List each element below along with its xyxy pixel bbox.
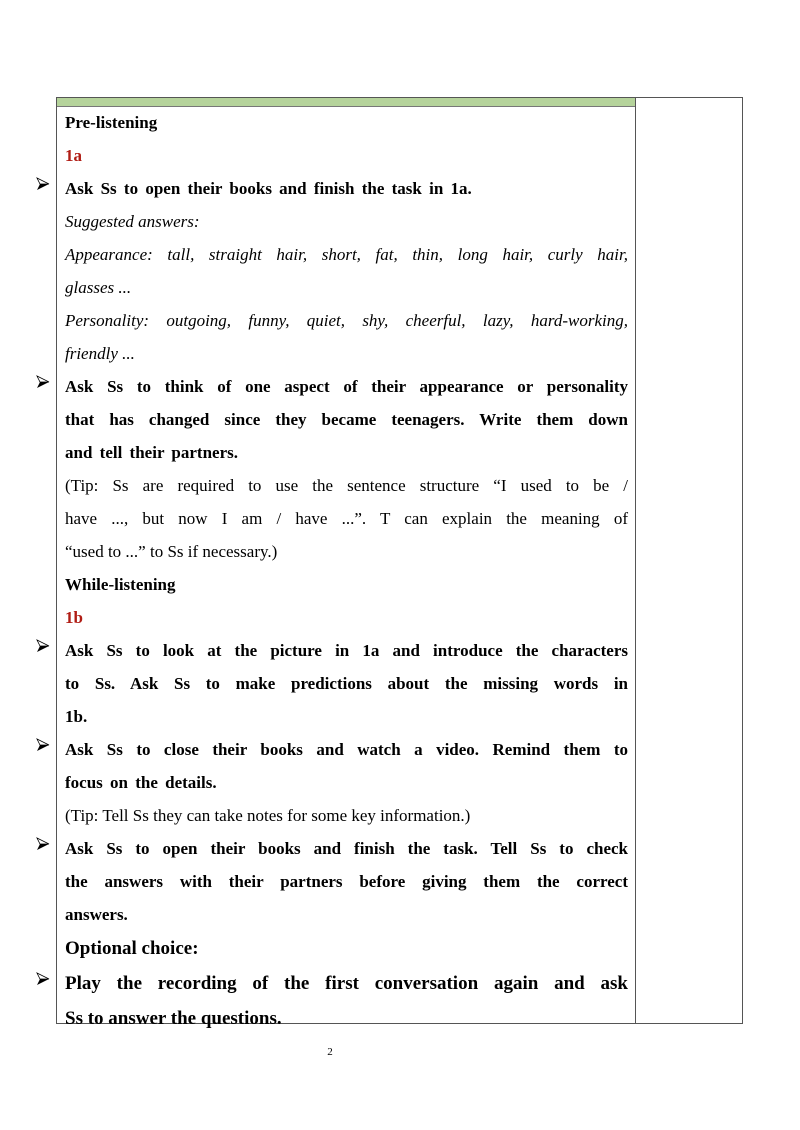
bullet-text-cont: and tell their partners. (65, 443, 239, 462)
bullet-text: Ask Ss to look at the picture in 1a and introduce the characters (65, 641, 628, 660)
lesson-content (65, 106, 628, 1036)
bullet-text: Ask Ss to think of one aspect of their appearance or personality (65, 377, 628, 396)
page-number: 2 (327, 1046, 333, 1058)
arrow-bullet-icon (36, 375, 50, 389)
personality-answers: Personality: outgoing, funny, quiet, shy, cheerful, lazy, hard-working, (65, 311, 628, 330)
arrow-bullet-icon (36, 738, 50, 752)
arrow-bullet-icon (36, 972, 50, 986)
arrow-bullet-icon (36, 837, 50, 851)
arrow-bullet-icon (36, 639, 50, 653)
tip-text: (Tip: Tell Ss they can take notes for some key information.) (65, 806, 471, 825)
column-divider (635, 98, 636, 1023)
bullet-text: Ask Ss to open their books and finish the task. Tell Ss to check (65, 839, 628, 858)
task-label-1a: 1a (65, 146, 82, 165)
personality-answers-cont: friendly ... (65, 344, 135, 363)
suggested-answers-label: Suggested answers: (65, 212, 200, 231)
bullet-text: Play the recording of the first conversation again and ask (65, 973, 628, 994)
bullet-text-cont: answers. (65, 905, 128, 924)
lesson-table (56, 97, 743, 1029)
task-label-1b: 1b (65, 608, 83, 627)
appearance-answers: Appearance: tall, straight hair, short, fat, thin, long hair, curly hair, (65, 245, 628, 264)
optional-choice-heading: Optional choice: (65, 938, 199, 959)
tip-text: (Tip: Ss are required to use the sentence structure “I used to be / (65, 476, 628, 495)
bullet-text-cont: Ss to answer the questions. (65, 1008, 282, 1029)
bullet-text: Ask Ss to open their books and finish the task in 1a. (65, 179, 472, 198)
section-heading-pre-listening: Pre-listening (65, 113, 158, 132)
bullet-text: Ask Ss to close their books and watch a video. Remind them to (65, 740, 628, 759)
bullet-text-cont: the answers with their partners before giving them the correct (65, 872, 628, 891)
bullet-text-cont: to Ss. Ask Ss to make predictions about the missing words in (65, 674, 628, 693)
bullet-text-cont: 1b. (65, 707, 88, 726)
appearance-answers-cont: glasses ... (65, 278, 132, 297)
bullet-text-cont: focus on the details. (65, 773, 217, 792)
arrow-bullet-icon (36, 177, 50, 191)
section-heading-while-listening: While-listening (65, 575, 176, 594)
tip-text-cont: have ..., but now I am / have ...”. T can explain the meaning of (65, 509, 628, 528)
bullet-text-cont: that has changed since they became teenagers. Write them down (65, 410, 628, 429)
tip-text-cont: “used to ...” to Ss if necessary.) (65, 542, 278, 561)
